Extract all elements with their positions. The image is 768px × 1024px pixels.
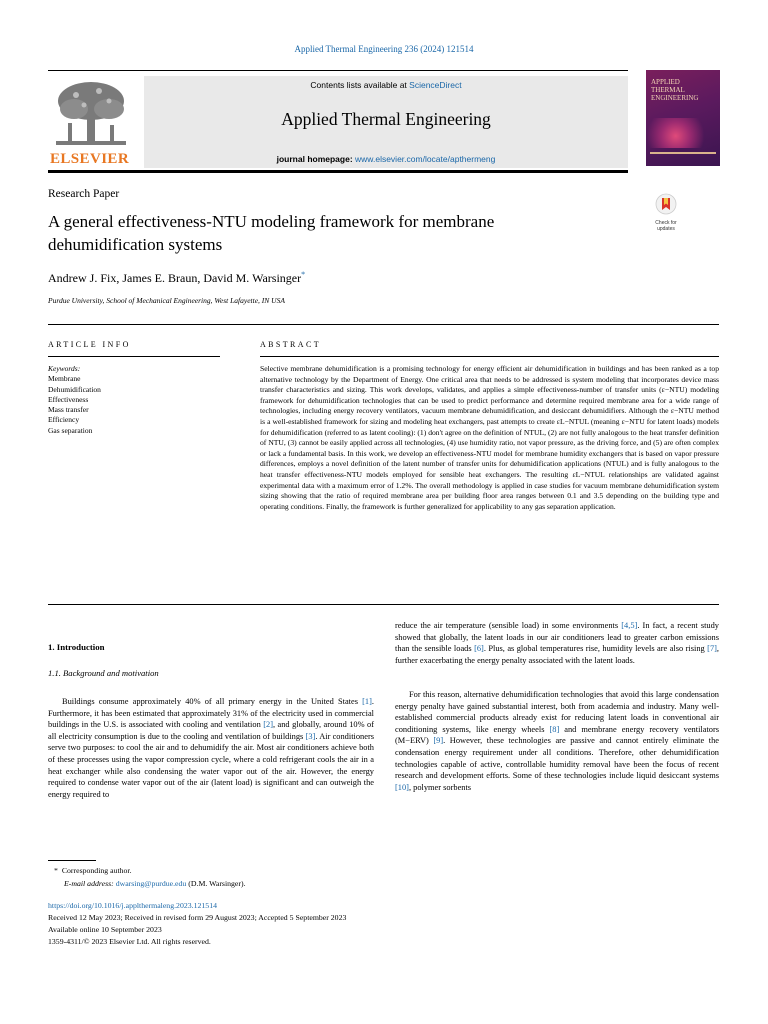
text-run: and membrane energy recovery ventilators (M−ERV)	[395, 724, 720, 746]
text-run: , further exacerbating the energy penalty associated with the latent loads.	[395, 644, 720, 665]
email-link[interactable]: dwarsing@purdue.edu	[115, 879, 187, 888]
journal-masthead	[48, 70, 628, 173]
keywords-label: Keywords:	[48, 364, 81, 373]
paragraph	[395, 620, 719, 666]
article-info-heading: ARTICLE INFO	[48, 340, 131, 349]
cover-strip	[650, 152, 716, 154]
bookmark-icon	[655, 193, 677, 215]
text-run: reduce the air temperature (sensible load) in some environments	[395, 621, 622, 630]
citation-link[interactable]: [2]	[263, 720, 273, 730]
article-type: Research Paper	[48, 188, 120, 200]
citation-link[interactable]: [3]	[305, 731, 316, 741]
paragraph	[48, 696, 374, 800]
journal-title: Applied Thermal Engineering	[281, 109, 491, 129]
divider	[48, 324, 719, 325]
received-dates: Received 12 May 2023; Received in revised form 29 August 2023; Accepted 5 September 2023	[48, 913, 347, 922]
email-footnote: E-mail address: dwarsing@purdue.edu (D.M. Warsinger).	[64, 879, 246, 888]
elsevier-logo[interactable]	[48, 73, 138, 171]
keyword: Dehumidification	[48, 384, 101, 394]
citation-link[interactable]: [7]	[707, 644, 717, 654]
available-online: Available online 10 September 2023	[48, 925, 162, 934]
homepage-link[interactable]: www.elsevier.com/locate/apthermeng	[355, 154, 496, 164]
cover-title: APPLIED THERMAL ENGINEERING	[651, 78, 699, 102]
journal-reference[interactable]: Applied Thermal Engineering 236 (2024) 121514	[294, 44, 474, 54]
divider	[48, 604, 719, 605]
tree-icon	[54, 79, 128, 149]
keyword: Membrane	[48, 374, 81, 384]
article-title: A general effectiveness-NTU modeling framework for membrane dehumidification systems	[48, 212, 495, 254]
citation-link[interactable]: [10]	[395, 782, 409, 792]
text-run: . Air conditioners serve two purposes: to cool the air and to dehumidify the air. Most air conditioners achieve both of these processes using the vapor compression cycle, where a cold refrigerant cools the air in a heat exchanger while also condensing the water vapor out of the air. However, the energy required to condense water vapor out of the air (latent load) is significant and can outweigh the energy required to	[48, 731, 374, 799]
journal-cover[interactable]	[646, 70, 720, 166]
text-run: . Plus, as global temperatures rise, humidity levels are also rising	[483, 644, 708, 654]
footnote-divider	[48, 860, 96, 861]
check-for-updates-button[interactable]	[646, 193, 686, 232]
abstract-heading: ABSTRACT	[260, 340, 321, 349]
text-run: . In fact, a recent study showed that globally, the latent loads in our air conditioners lead to greater carbon emissions than the sensible loads	[395, 621, 719, 654]
author-list: Andrew J. Fix, James E. Braun, David M. Warsinger*	[48, 270, 306, 285]
divider	[260, 356, 719, 357]
text-run: . However, these technologies are passive and cannot entirely eliminate the condensation energy requirement under all conditions. Therefore, other dehumidification technologies capable of active, controllable humidity removal have been the focus of recent research and development efforts. Some of these technologies include liquid desiccant systems	[395, 736, 720, 781]
text-run: , polymer sorbents	[408, 782, 472, 792]
corresponding-author-mark[interactable]: *	[301, 270, 306, 279]
section-heading: 1. Introduction	[48, 642, 105, 652]
elsevier-wordmark: ELSEVIER	[50, 151, 130, 167]
keyword: Mass transfer	[48, 405, 89, 415]
text-run: Buildings consume approximately 40% of all primary energy in the United States	[62, 697, 363, 706]
citation-link[interactable]: [6]	[474, 644, 484, 654]
corresponding-footnote: * Corresponding author.	[54, 866, 132, 875]
citation-link[interactable]: [8]	[549, 724, 560, 734]
citation-link[interactable]: [4,5]	[621, 621, 638, 630]
sciencedirect-link[interactable]: ScienceDirect	[409, 80, 462, 90]
keyword: Effectiveness	[48, 394, 89, 404]
citation-link[interactable]: [9]	[433, 736, 444, 746]
text-run: , and globally, around 10% of all electricity consumption is due to the cooling and ventilation of buildings	[48, 720, 374, 741]
contents-line: Contents lists available at ScienceDirect	[310, 80, 462, 90]
doi-link[interactable]: https://doi.org/10.1016/j.applthermaleng.2023.121514	[48, 901, 217, 910]
citation-link[interactable]: [1]	[362, 697, 372, 706]
journal-homepage: journal homepage: www.elsevier.com/locate/apthermeng	[276, 154, 496, 164]
paragraph	[395, 689, 719, 793]
keyword: Gas separation	[48, 425, 93, 435]
keywords-list	[48, 364, 101, 436]
copyright: 1359-4311/© 2023 Elsevier Ltd. All rights reserved.	[48, 937, 211, 946]
cover-artwork	[646, 118, 720, 148]
text-run: . Furthermore, it has been estimated that approximately 31% of the electricity used in commercial buildings in the U.S. is associated with cooling and ventilation	[48, 697, 374, 730]
abstract-text: Selective membrane dehumidification is a promising technology for energy efficient air dehumidification in buildings and has been ranked as a top alternative technology by the Department of Energy. One critical area that needs to be addressed is system modeling that incorporates device mass transfer characteristics and sizing. This work develops, validates, and applies a simple effectiveness-number of transfer units (ε−NTU) modeling framework for dehumidification technologies that can be used to predict performance and determine required membrane area for a wide range of technologies, including energy recovery ventilators, vacuum membrane dehumidification, and desiccant dehumidifiers. Although the ε−NTU method is a well-established framework for sizing and modeling heat exchangers, past attempts to create εL−NTUL (meaning ε−NTU for latent loads) models for dehumidification (referred to as latent cooling): (1) don't agree on the definition of NTUL, (2) are not fully analogous to the heat transfer definition of NTU, (3) cannot be easily applied across all technologies, (4) use humidity ratio, not vapor pressure, as the driving force, and (5) are often complex or lack a fundamental basis. In this work, we develop an effectiveness-NTU model for membrane humidity exchangers that is based on vapor pressure differences, employs a novel definition of the latent number of transfer units for dehumidification applications (NTUL) and is fully analogous to the heat transfer effectiveness-NTU models employed for sensible heat exchangers. The resulting εL−NTUL relationships are validated against experimental data with a maximum error of 1.2%. The overall methodology is applied in case studies for vacuum membrane dehumidification system sizing showing that the ratio of required membrane area per building floor area ranges between 0.1 and 3.5 depending on the building type and operating conditions. Finally, the framework is further generalized for applicability to any gas separation application.	[260, 364, 719, 511]
journal-title-box	[144, 76, 628, 168]
text-run: For this reason, alternative dehumidification technologies that avoid this large condensation energy penalty have gained substantial interest, both from academia and industry. Many well-established commercial products already exist for reducing latent loads in conventional air conditioning systems, like energy wheels	[395, 690, 719, 734]
subsection-heading: 1.1. Background and motivation	[48, 668, 159, 678]
check-for-updates-label: Check for updates	[655, 220, 677, 232]
keyword: Efficiency	[48, 415, 80, 425]
divider	[48, 356, 220, 357]
affiliation: Purdue University, School of Mechanical Engineering, West Lafayette, IN USA	[48, 296, 285, 305]
